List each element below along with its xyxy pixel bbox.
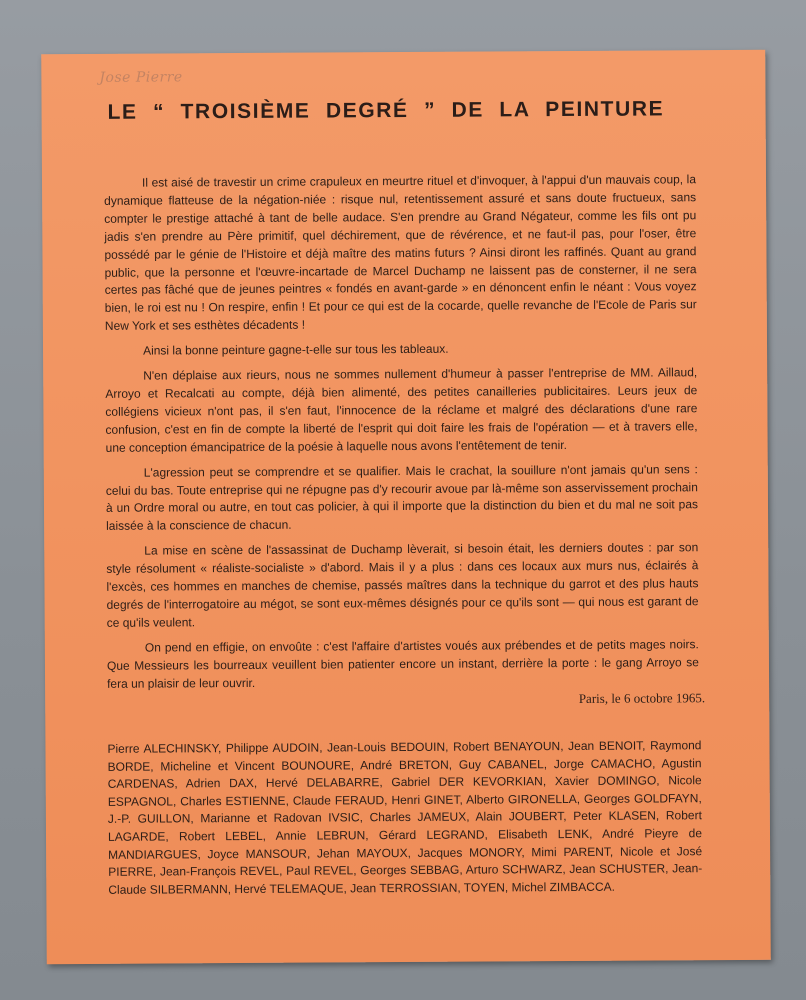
document-body (104, 171, 699, 700)
paragraph: On pend en effigie, on envoûte : c'est l'affaire d'artistes voués aux prébendes et de petits mages noirs. Que Messieurs les bourreaux veuillent bien patienter encore un instant, derrière la porte : le gang Arroyo se fera un plaisir de leur ouvrir. (106, 636, 699, 691)
document-sheet (41, 50, 771, 964)
signatories-list: Pierre ALECHINSKY, Philippe AUDOIN, Jean-Louis BEDOUIN, Robert BENAYOUN, Jean BENOIT, Raymond BORDE, Micheline et Vincent BOUNOURE, André BRETON, Guy CABANEL, Jorge CAMACHO, Agustin CARDENAS, Adrien DAX, Hervé DELABARRE, Gabriel DER KEVORKIAN, Xavier DOMINGO, Nicole ESPAGNOL, Charles ESTIENNE, Claude FERAUD, Henri GINET, Alberto GIRONELLA, Georges GOLDFAYN, J.-P. GUILLON, Marianne et Radovan IVSIC, Charles JAMEUX, Alain JOUBERT, Peter KLASEN, Robert LAGARDE, Robert LEBEL, Annie LEBRUN, Gérard LEGRAND, Elisabeth LENK, André Pieyre de MANDIARGUES, Joyce MANSOUR, Jehan MAYOUX, Jacques MONORY, Mimi PARENT, Nicole et José PIERRE, Jean-François REVEL, Paul REVEL, Georges SEBBAG, Arturo SCHWARZ, Jean SCHUSTER, Jean-Claude SILBERMANN, Hervé TELEMAQUE, Jean TERROSSIAN, TOYEN, Michel ZIMBACCA. (107, 738, 703, 897)
paragraph: Ainsi la bonne peinture gagne-t-elle sur tous les tableaux. (142, 341, 449, 358)
document-title: LE “ TROISIÈME DEGRÉ ” DE LA PEINTURE (107, 97, 665, 124)
dateline: Paris, le 6 octobre 1965. (578, 690, 706, 706)
paragraph: Il est aisé de travestir un crime crapuleux en meurtre rituel et d'invoquer, à l'appui d'un mauvais coup, la dynamique flatteuse de la négation-niée : risque nul, retentissement assuré et sans doute fructueux, sans compter le prestige attaché à tant de belle audace. S'en prendre au Grand Négateur, comme les fils ont pu jadis s'en prendre au Père primitif, quel déchirement, que de révérence, et ne faut-il pas, pour l'oser, être possédé par le génie de l'Histoire et déjà maître des matins futurs ? Ainsi diront les raffinés. Quant au grand public, que la personne et l'œuvre-incartade de Marcel Duchamp ne laissent pas de consterner, il ne sera certes pas fâché que de jeunes peintres « fondés en avant-garde » en dénoncent enfin le néant : Vous voyez bien, le roi est nu ! On respire, enfin ! Et pour ce qui est de la cocarde, quelle revanche de l'Ecole de Paris sur New York et ses esthètes décadents ! (104, 172, 697, 334)
pencil-annotation: Jose Pierre (99, 69, 183, 86)
paragraph: La mise en scène de l'assassinat de Duchamp lèverait, si besoin était, les derniers doutes : par son style résolument « réaliste-socialiste » d'abord. Mais il y a plus : dans ces locaux aux murs nus, éclairés à l'excès, ces hommes en manches de chemise, passés maîtres dans la technique du garrot et des plus hauts degrés de l'interrogatoire au mégot, se sont eux-mêmes désignés pour ce qu'ils sont — qui nous est garant de ce qu'ils veulent. (106, 540, 699, 630)
paragraph: N'en déplaise aux rieurs, nous ne sommes nullement d'humeur à passer l'entreprise de MM. Aillaud, Arroyo et Recalcati au compte, déjà bien alimenté, des petites canailleries publicitaires. Leurs jeux de collégiens vicieux n'ont pas, il s'en faut, l'innocence de la réclame et malgré des déclarations d'une rare confusion, c'est en fin de compte la liberté de l'esprit qui doit faire les frais de l'opération — et à travers elle, une conception émancipatrice de la poésie à laquelle nous avons l'entêtement de tenir. (105, 365, 698, 455)
paragraph: L'agression peut se comprendre et se qualifier. Mais le crachat, la souillure n'ont jamais qu'un sens : celui du bas. Toute entreprise qui ne répugne pas d'y recourir avoue par là-même son asservissement prochain à un Ordre moral ou autre, en tout cas policier, à qui il importe que la distinction du bien et du mal ne soit pas laissée à la conscience de chacun. (105, 461, 699, 534)
